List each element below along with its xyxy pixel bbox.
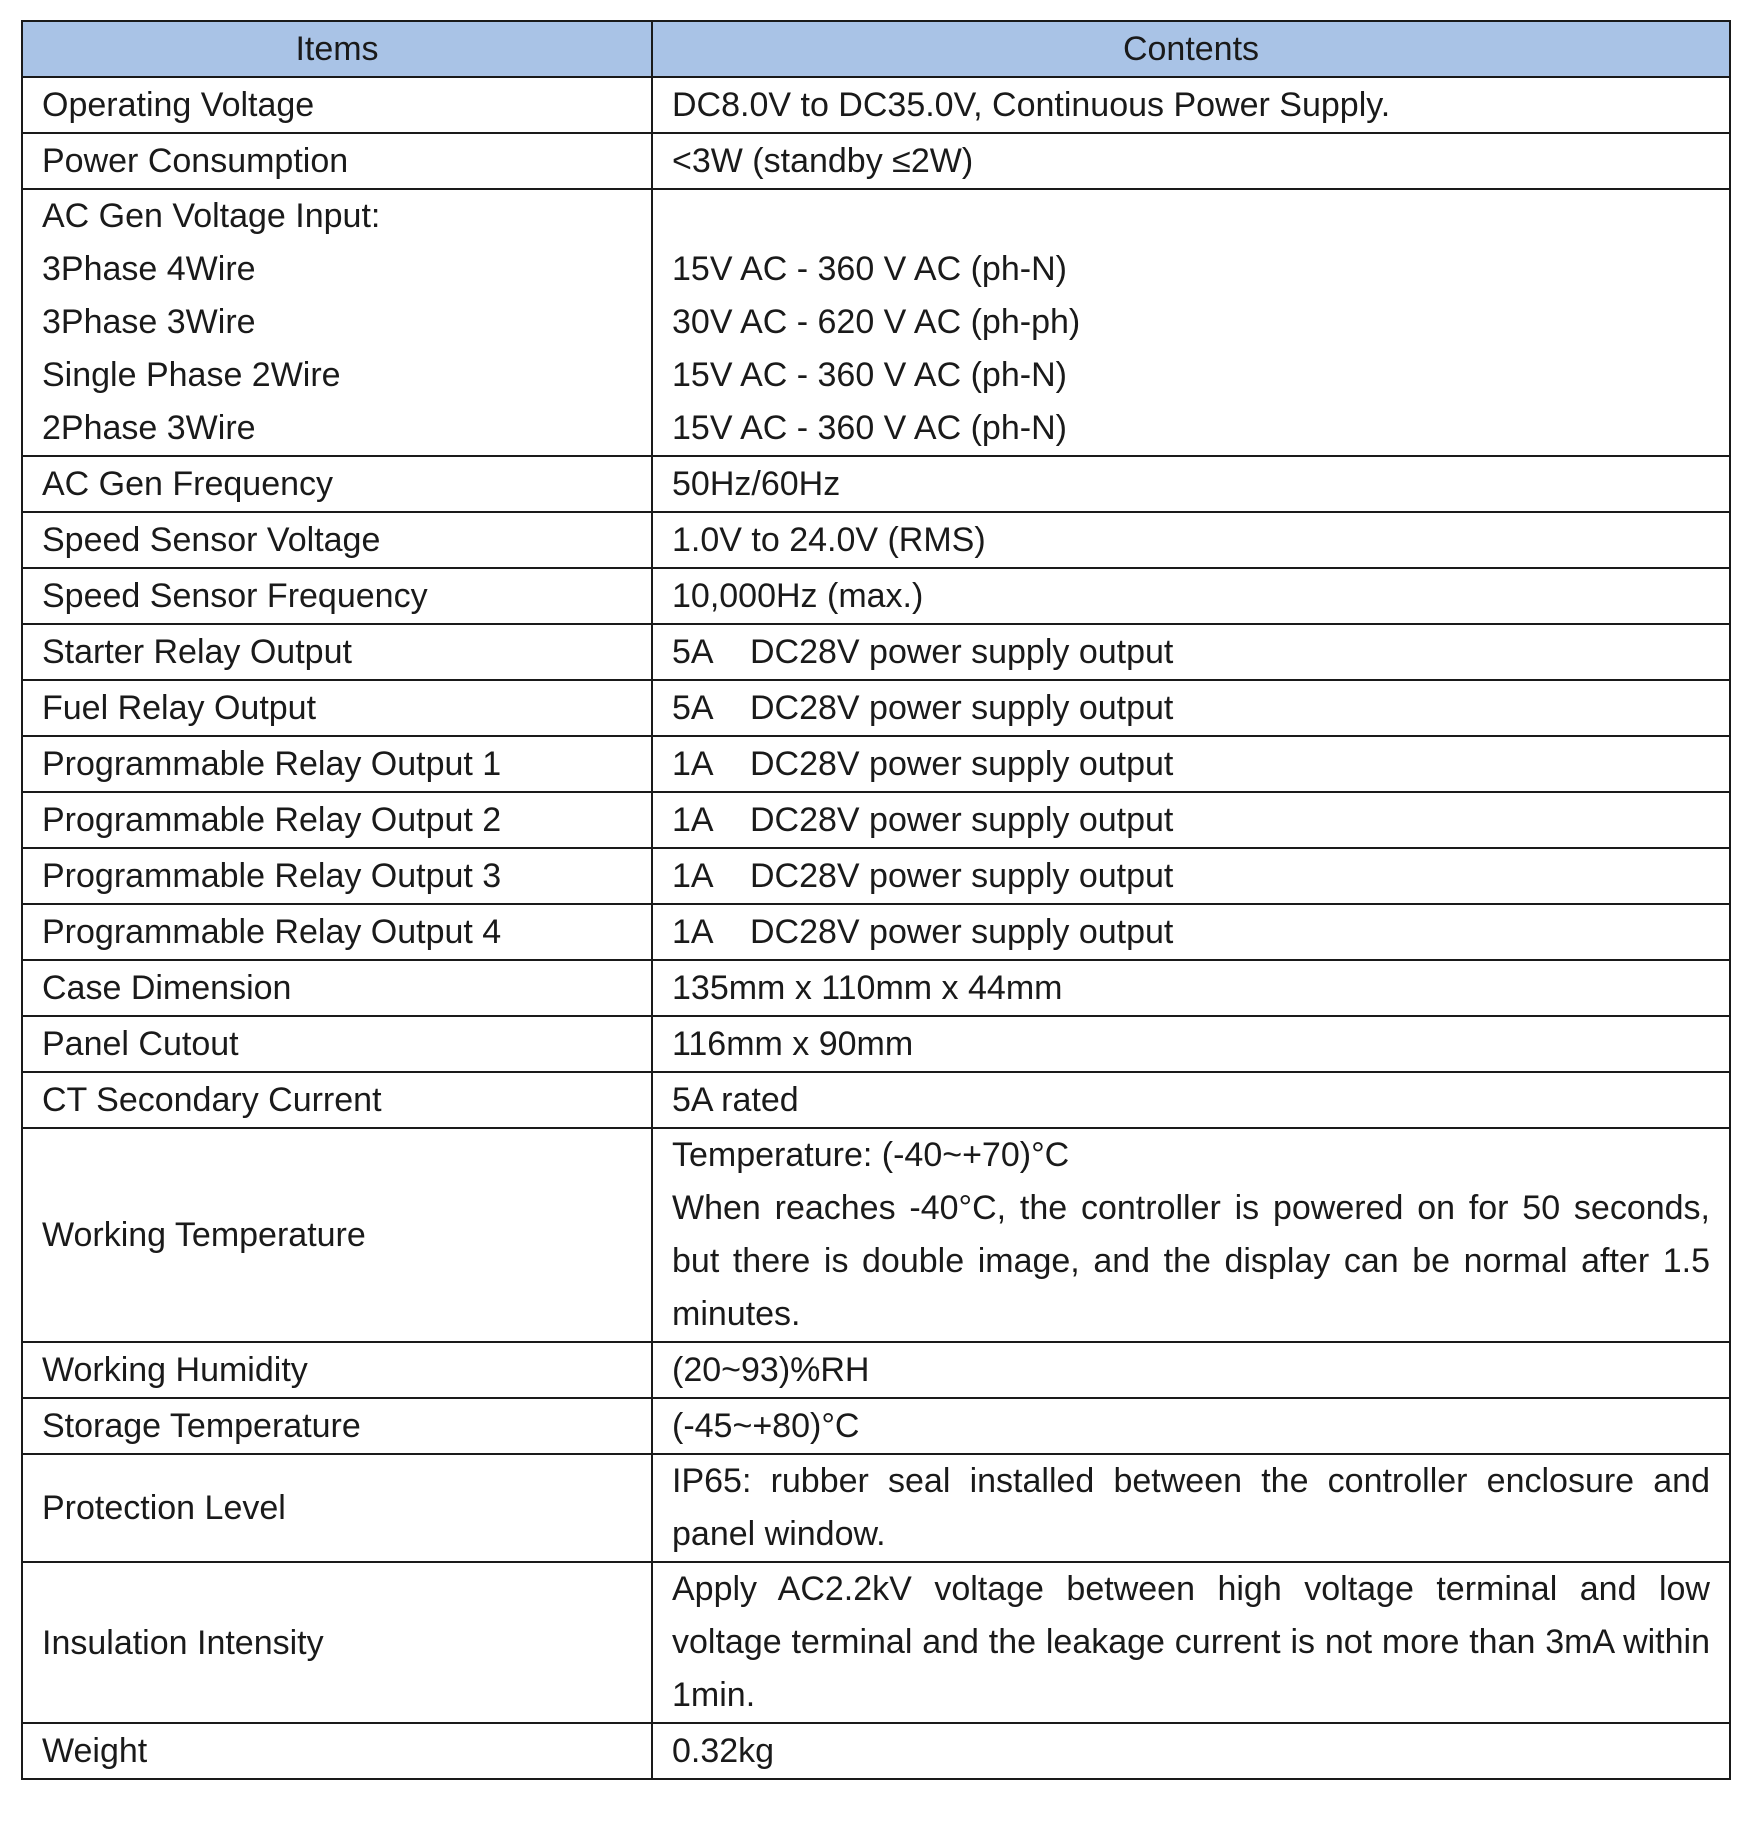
ac-gen-item: 3Phase 3Wire [42, 303, 256, 341]
table-row-relay [22, 624, 1730, 680]
table-row-ac-gen-voltage [22, 189, 1730, 456]
content-cell [652, 792, 1730, 848]
relay-output: DC28V power supply output [750, 857, 1174, 895]
relay-current: 1A [672, 913, 714, 951]
ac-gen-content: 15V AC - 360 V AC (ph-N) [672, 250, 1067, 288]
protection-text: IP65: rubber seal installed between the controller enclosure and panel window. [672, 1462, 1710, 1553]
table-row [22, 512, 1730, 568]
content-cell: 116mm x 90mm [652, 1016, 1730, 1072]
content-cell: 0.32kg [652, 1723, 1730, 1779]
relay-output: DC28V power supply output [750, 689, 1174, 727]
content-cell [652, 848, 1730, 904]
header-contents: Contents [652, 21, 1730, 77]
table-row [22, 456, 1730, 512]
ac-gen-item: 2Phase 3Wire [42, 409, 256, 447]
content-cell: <3W (standby ≤2W) [652, 133, 1730, 189]
item-cell: Protection Level [22, 1454, 652, 1562]
relay-output: DC28V power supply output [750, 633, 1174, 671]
table-row [22, 77, 1730, 133]
table-row-relay [22, 848, 1730, 904]
content-cell [652, 680, 1730, 736]
relay-output: DC28V power supply output [750, 913, 1174, 951]
item-cell: Programmable Relay Output 4 [22, 904, 652, 960]
ac-gen-blank [672, 190, 1710, 243]
content-cell [652, 189, 1730, 456]
content-cell [652, 624, 1730, 680]
table-row-relay [22, 792, 1730, 848]
item-cell: Working Humidity [22, 1342, 652, 1398]
item-cell: Speed Sensor Voltage [22, 512, 652, 568]
table-row [22, 1723, 1730, 1779]
ac-gen-item: 3Phase 4Wire [42, 250, 256, 288]
content-cell [652, 1454, 1730, 1562]
content-cell [652, 1128, 1730, 1342]
ac-gen-title: AC Gen Voltage Input: [42, 197, 381, 235]
item-cell: Starter Relay Output [22, 624, 652, 680]
table-row-relay [22, 904, 1730, 960]
item-cell: Programmable Relay Output 1 [22, 736, 652, 792]
content-cell: 10,000Hz (max.) [652, 568, 1730, 624]
content-cell: 135mm x 110mm x 44mm [652, 960, 1730, 1016]
relay-current: 5A [672, 689, 714, 727]
relay-current: 5A [672, 633, 714, 671]
table-row-relay [22, 736, 1730, 792]
relay-current: 1A [672, 857, 714, 895]
item-cell: Programmable Relay Output 2 [22, 792, 652, 848]
item-cell: Speed Sensor Frequency [22, 568, 652, 624]
content-cell [652, 904, 1730, 960]
table-row-working-temperature [22, 1128, 1730, 1342]
content-cell: 1.0V to 24.0V (RMS) [652, 512, 1730, 568]
relay-current: 1A [672, 745, 714, 783]
content-cell: 50Hz/60Hz [652, 456, 1730, 512]
content-cell: (-45~+80)°C [652, 1398, 1730, 1454]
item-cell: AC Gen Frequency [22, 456, 652, 512]
item-cell: Fuel Relay Output [22, 680, 652, 736]
item-cell: Working Temperature [22, 1128, 652, 1342]
relay-output: DC28V power supply output [750, 801, 1174, 839]
specification-table [21, 20, 1731, 1780]
table-row [22, 1342, 1730, 1398]
ac-gen-content: 30V AC - 620 V AC (ph-ph) [672, 303, 1081, 341]
item-cell: Insulation Intensity [22, 1562, 652, 1723]
item-cell: Power Consumption [22, 133, 652, 189]
item-cell: Weight [22, 1723, 652, 1779]
header-items: Items [22, 21, 652, 77]
table-row-relay [22, 680, 1730, 736]
table-row [22, 1398, 1730, 1454]
item-cell: Storage Temperature [22, 1398, 652, 1454]
temperature-range: Temperature: (-40~+70)°C [672, 1136, 1070, 1174]
content-cell: (20~93)%RH [652, 1342, 1730, 1398]
temperature-note: When reaches -40°C, the controller is powered on for 50 seconds, but there is double image, and the display can be normal after 1.5 minutes. [672, 1189, 1710, 1333]
table-row [22, 1072, 1730, 1128]
table-row-protection-level [22, 1454, 1730, 1562]
item-cell: Operating Voltage [22, 77, 652, 133]
ac-gen-item: Single Phase 2Wire [42, 356, 341, 394]
item-cell: Panel Cutout [22, 1016, 652, 1072]
content-cell [652, 1562, 1730, 1723]
table-row [22, 133, 1730, 189]
table-row [22, 568, 1730, 624]
ac-gen-content: 15V AC - 360 V AC (ph-N) [672, 409, 1067, 447]
content-cell: DC8.0V to DC35.0V, Continuous Power Supply. [652, 77, 1730, 133]
item-cell: Programmable Relay Output 3 [22, 848, 652, 904]
content-cell [652, 736, 1730, 792]
table-header-row [22, 21, 1730, 77]
item-cell: Case Dimension [22, 960, 652, 1016]
content-cell: 5A rated [652, 1072, 1730, 1128]
item-cell [22, 189, 652, 456]
relay-output: DC28V power supply output [750, 745, 1174, 783]
insulation-text: Apply AC2.2kV voltage between high voltage terminal and low voltage terminal and the leakage current is not more than 3mA within 1min. [672, 1570, 1710, 1714]
ac-gen-content: 15V AC - 360 V AC (ph-N) [672, 356, 1067, 394]
table-row [22, 960, 1730, 1016]
relay-current: 1A [672, 801, 714, 839]
item-cell: CT Secondary Current [22, 1072, 652, 1128]
table-row [22, 1016, 1730, 1072]
table-row-insulation-intensity [22, 1562, 1730, 1723]
